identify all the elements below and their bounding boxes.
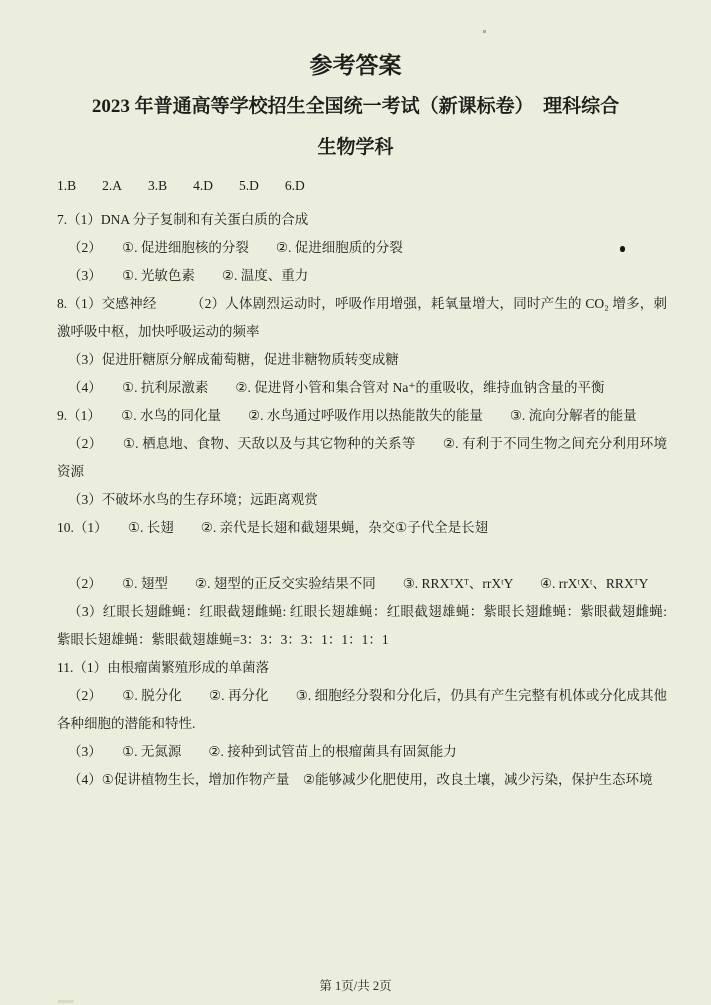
answer-line-q11-1: 11.（1）由根瘤菌繁殖形成的单菌落 — [57, 660, 270, 675]
choice-answer: 4.D — [193, 178, 214, 193]
answer-line-q9-2: （2） ①. 栖息地、食物、天敌以及与其它物种的关系等 ②. 有利于不同生物之间充分利用环境资源 — [57, 436, 667, 479]
answer-line-q10-1: 10.（1） ①. 长翅 ②. 亲代是长翅和截翅果蝇，杂交①子代全是长翅 — [57, 520, 489, 535]
answer-line-q11-3: （3） ①. 无氮源 ②. 接种到试管苗上的根瘤菌具有固氮能力 — [68, 744, 457, 759]
answer-line-q11-2: （2） ①. 脱分化 ②. 再分化 ③. 细胞经分裂和分化后，仍具有产生完整有机体或分化成其他各种细胞的潜能和特性. — [57, 688, 667, 731]
answer-line-q10-2: （2） ①. 翅型 ②. 翅型的正反交实验结果不同 ③. RRXᵀXᵀ、rrXᵗY ④. rrXᵗXᵗ、RRXᵀY — [68, 576, 649, 591]
choice-answer: 5.D — [239, 178, 259, 193]
subject-title: 生物学科 — [317, 137, 394, 158]
choice-answer: 2.A — [102, 178, 123, 193]
answer-line-q7-1: 7.（1）DNA 分子复制和有关蛋白质的合成 — [57, 212, 309, 227]
multiple-choice-answers — [0, 178, 711, 194]
answers-body — [0, 194, 711, 794]
choice-answer: 1.B — [57, 178, 77, 193]
answer-line-q10-3: （3）红眼长翅雌蝇：红眼截翅雌蝇: 红眼长翅雄蝇：红眼截翅雄蝇：紫眼长翅雌蝇：紫眼截翅雌蝇: 紫眼长翅雄蝇：紫眼截翅雄蝇=3：3：3：3：1：1：1：1 — [57, 604, 667, 647]
answer-line-q8-4: （4） ①. 抗利尿激素 ②. 促进肾小管和集合管对 Na⁺的重吸收，维持血钠含量的平衡 — [68, 380, 605, 395]
page-title: 参考答案 — [309, 53, 402, 78]
answer-line-q9-1: 9.（1） ①. 水鸟的同化量 ②. 水鸟通过呼吸作用以热能散失的能量 ③. 流向分解者的能量 — [57, 408, 637, 423]
answer-line-q9-3: （3）不破坏水鸟的生存环境；远距离观赏 — [68, 492, 318, 507]
exam-title: 2023 年普通高等学校招生全国统一考试（新课标卷） 理科综合 — [91, 96, 620, 117]
choice-answer: 3.B — [148, 178, 168, 193]
speck-artifact — [483, 30, 486, 33]
answer-line-q7-2: （2） ①. 促进细胞核的分裂 ②. 促进细胞质的分裂 — [68, 240, 403, 255]
answer-line-q8-3: （3）促进肝糖原分解成葡萄糖，促进非糖物质转变成糖 — [68, 352, 399, 367]
choice-answer: 6.D — [284, 178, 305, 193]
answer-line-q11-4: （4）①促讲植物生长，增加作物产量 ②能够减少化肥使用，改良土壤，减少污染，保护生态环境 — [68, 772, 653, 787]
smudge-artifact — [58, 1000, 74, 1003]
answer-line-q7-3: （3） ①. 光敏色素 ②. 温度、重力 — [68, 268, 309, 283]
answer-line-q8-1-2: 8.（1）交感神经 （2）人体剧烈运动时，呼吸作用增强，耗氧量增大，同时产生的 CO₂ 增多，刺激呼吸中枢，加快呼吸运动的频率 — [57, 296, 667, 339]
page-number: 第 1页/共 2页 — [319, 979, 392, 993]
ink-dot-artifact — [620, 246, 625, 252]
